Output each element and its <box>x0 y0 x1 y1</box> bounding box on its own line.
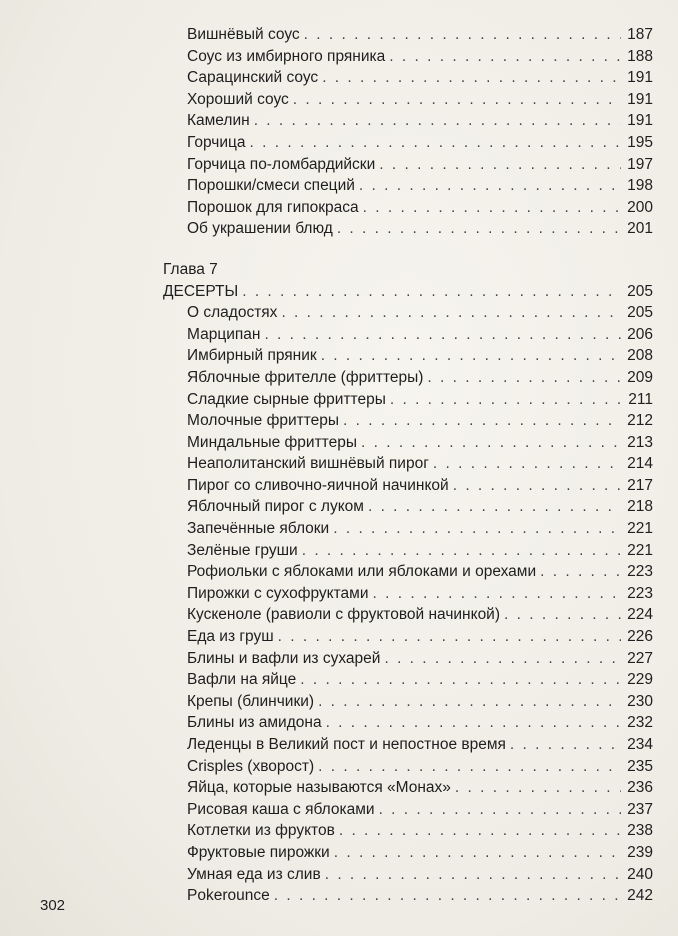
entry-title: Порошок для гипокраса <box>187 198 359 216</box>
toc-entry <box>163 777 653 799</box>
dot-leader <box>361 432 621 454</box>
entry-title: Об украшении блюд <box>187 220 333 238</box>
toc-entry <box>163 885 653 907</box>
dot-leader <box>281 302 621 324</box>
dot-leader <box>504 604 621 626</box>
dot-leader <box>540 561 621 583</box>
entry-page-number: 187 <box>627 26 653 43</box>
entry-page-number: 211 <box>628 390 653 408</box>
chapter-label: Глава 7 <box>163 260 218 278</box>
entry-page-number: 240 <box>627 865 653 883</box>
toc-entry <box>163 197 653 219</box>
entry-title: Умная еда из слив <box>187 865 321 883</box>
entry-page-number: 206 <box>627 325 653 343</box>
entry-title: Леденцы в Великий пост и непостное время <box>187 736 506 753</box>
entry-page-number: 212 <box>627 412 653 430</box>
entry-title: Хороший соус <box>187 90 289 108</box>
toc-entry <box>163 756 653 778</box>
entry-page-number: 237 <box>627 800 653 818</box>
entry-title: Запечённые яблоки <box>187 520 330 538</box>
entry-title: Вишнёвый соус <box>187 26 300 43</box>
entry-page-number: 223 <box>627 584 653 602</box>
entry-title: Котлетки из фруктов <box>187 822 335 840</box>
entry-page-number: 197 <box>627 155 653 173</box>
entry-page-number: 242 <box>627 887 653 905</box>
dot-leader <box>339 820 621 842</box>
entry-title: Крепы (блинчики) <box>187 692 315 710</box>
dot-leader <box>318 756 621 778</box>
entry-title: Сладкие сырные фриттеры <box>187 390 386 408</box>
toc-entry <box>163 712 653 734</box>
chapter-heading-row <box>163 281 653 303</box>
dot-leader <box>318 691 621 713</box>
entry-title: Блины и вафли из сухарей <box>187 649 381 667</box>
toc-entry <box>163 67 653 89</box>
entry-title: Молочные фриттеры <box>187 412 340 430</box>
toc-entry <box>163 540 653 562</box>
toc-entry <box>163 154 653 176</box>
toc-entry <box>163 324 653 346</box>
dot-leader <box>250 132 622 154</box>
entry-page-number: 191 <box>627 90 653 108</box>
entry-page-number: 208 <box>627 347 653 365</box>
page-number: 302 <box>40 897 66 914</box>
dot-leader <box>254 110 621 132</box>
entry-title: Камелин <box>187 112 250 130</box>
dot-leader <box>368 496 621 518</box>
entry-page-number: 227 <box>627 649 653 667</box>
entry-page-number: 235 <box>627 757 653 775</box>
entry-title: Пирог со сливочно-яичной начинкой <box>187 476 449 494</box>
entry-page-number: 191 <box>627 69 653 87</box>
dot-leader <box>337 218 621 240</box>
entry-title: Порошки/смеси специй <box>187 177 355 195</box>
toc-entry <box>163 496 653 518</box>
dot-leader <box>510 734 621 756</box>
entry-page-number: 217 <box>627 476 653 494</box>
entry-title: Вафли на яйце <box>187 671 297 689</box>
toc-entry <box>163 799 653 821</box>
dot-leader <box>326 712 621 734</box>
toc-entry <box>163 110 653 132</box>
toc-entry <box>163 475 653 497</box>
toc-entry <box>163 389 653 411</box>
entry-title: Яблочный пирог с луком <box>187 498 364 516</box>
dot-leader <box>334 842 621 864</box>
toc-entry <box>163 453 653 475</box>
entry-title: Кускеноле (равиоли с фруктовой начинкой) <box>187 606 501 624</box>
entry-title: Crisples (хворост) <box>187 757 315 775</box>
toc-entry <box>163 89 653 111</box>
entry-page-number: 214 <box>627 455 653 473</box>
toc-entry <box>163 820 653 842</box>
entry-title: ДЕСЕРТЫ <box>163 282 239 300</box>
dot-leader <box>278 626 621 648</box>
toc-entry <box>163 648 653 670</box>
entry-page-number: 239 <box>627 843 653 861</box>
toc-entry <box>163 669 653 691</box>
entry-page-number: 232 <box>627 714 653 732</box>
toc-entry <box>163 302 653 324</box>
toc-entry <box>163 218 653 240</box>
entry-page-number: 201 <box>627 220 653 238</box>
entry-title: Горчица по-ломбардийски <box>187 155 376 173</box>
entry-page-number: 218 <box>627 498 653 516</box>
dot-leader <box>333 518 621 540</box>
dot-leader <box>379 799 621 821</box>
entry-title: Неаполитанский вишнёвый пирог <box>187 455 429 473</box>
toc-entry <box>163 864 653 886</box>
entry-title: Рисовая каша с яблоками <box>187 800 375 818</box>
entry-page-number: 209 <box>627 368 653 386</box>
entry-page-number: 224 <box>627 606 653 624</box>
entry-title: Еда из груш <box>187 628 274 646</box>
toc-entry <box>163 24 653 46</box>
entry-title: О сладостях <box>187 304 278 322</box>
entry-page-number: 198 <box>627 177 653 195</box>
entry-title: Фруктовые пирожки <box>187 843 330 861</box>
entry-page-number: 234 <box>627 736 653 753</box>
dot-leader <box>302 540 621 562</box>
dot-leader <box>293 89 621 111</box>
toc-entry <box>163 734 653 756</box>
entry-title: Яблочные фрителле (фриттеры) <box>187 368 424 386</box>
dot-leader <box>359 175 621 197</box>
entry-title: Pokerounce <box>187 887 270 905</box>
entry-title: Блины из амидона <box>187 714 322 732</box>
entry-page-number: 188 <box>627 47 653 65</box>
toc-entry <box>163 175 653 197</box>
dot-leader <box>389 46 621 68</box>
dot-leader <box>274 885 621 907</box>
entry-title: Зелёные груши <box>187 541 298 559</box>
entry-title: Миндальные фриттеры <box>187 433 357 451</box>
entry-page-number: 213 <box>627 433 653 451</box>
dot-leader <box>363 197 621 219</box>
entry-title: Сарацинский соус <box>187 69 319 87</box>
toc-entry <box>163 518 653 540</box>
toc-entry <box>163 367 653 389</box>
dot-leader <box>322 67 621 89</box>
toc-entry <box>163 583 653 605</box>
entry-title: Яйца, которые называются «Монах» <box>187 779 451 797</box>
dot-leader <box>242 281 621 303</box>
toc-entry <box>163 46 653 68</box>
entry-page-number: 221 <box>627 520 653 538</box>
dot-leader <box>264 324 621 346</box>
entry-page-number: 191 <box>627 112 653 130</box>
toc-entry <box>163 561 653 583</box>
entry-page-number: 230 <box>627 692 653 710</box>
dot-leader <box>427 367 621 389</box>
entry-page-number: 205 <box>627 282 653 300</box>
dot-leader <box>304 24 621 46</box>
toc-entry <box>163 691 653 713</box>
dot-leader <box>321 345 621 367</box>
toc-entry <box>163 604 653 626</box>
entry-page-number: 221 <box>627 541 653 559</box>
dot-leader <box>455 777 621 799</box>
entry-page-number: 238 <box>627 822 653 840</box>
entry-page-number: 229 <box>627 671 653 689</box>
dot-leader <box>384 648 621 670</box>
toc-entry <box>163 132 653 154</box>
entry-title: Соус из имбирного пряника <box>187 47 386 65</box>
entry-page-number: 195 <box>627 133 653 151</box>
dot-leader <box>343 410 621 432</box>
toc-entry <box>163 410 653 432</box>
dot-leader <box>300 669 621 691</box>
entry-page-number: 205 <box>627 304 653 322</box>
entry-title: Марципан <box>187 325 261 343</box>
entry-page-number: 200 <box>627 198 653 216</box>
table-of-contents <box>163 24 653 907</box>
dot-leader <box>325 864 621 886</box>
dot-leader <box>379 154 621 176</box>
entry-page-number: 223 <box>627 563 653 581</box>
entry-title: Рофиольки с яблоками или яблоками и орехами <box>187 563 537 581</box>
entry-page-number: 236 <box>627 779 653 797</box>
toc-entry <box>163 626 653 648</box>
dot-leader <box>373 583 622 605</box>
toc-entry <box>163 432 653 454</box>
toc-entry <box>163 842 653 864</box>
entry-title: Горчица <box>187 133 246 151</box>
entry-title: Пирожки с сухофруктами <box>187 584 369 602</box>
dot-leader <box>453 475 621 497</box>
dot-leader <box>390 389 621 411</box>
entry-title: Имбирный пряник <box>187 347 317 365</box>
section-gap <box>163 240 653 259</box>
toc-entry <box>163 345 653 367</box>
entry-page-number: 226 <box>627 628 653 646</box>
dot-leader <box>433 453 621 475</box>
